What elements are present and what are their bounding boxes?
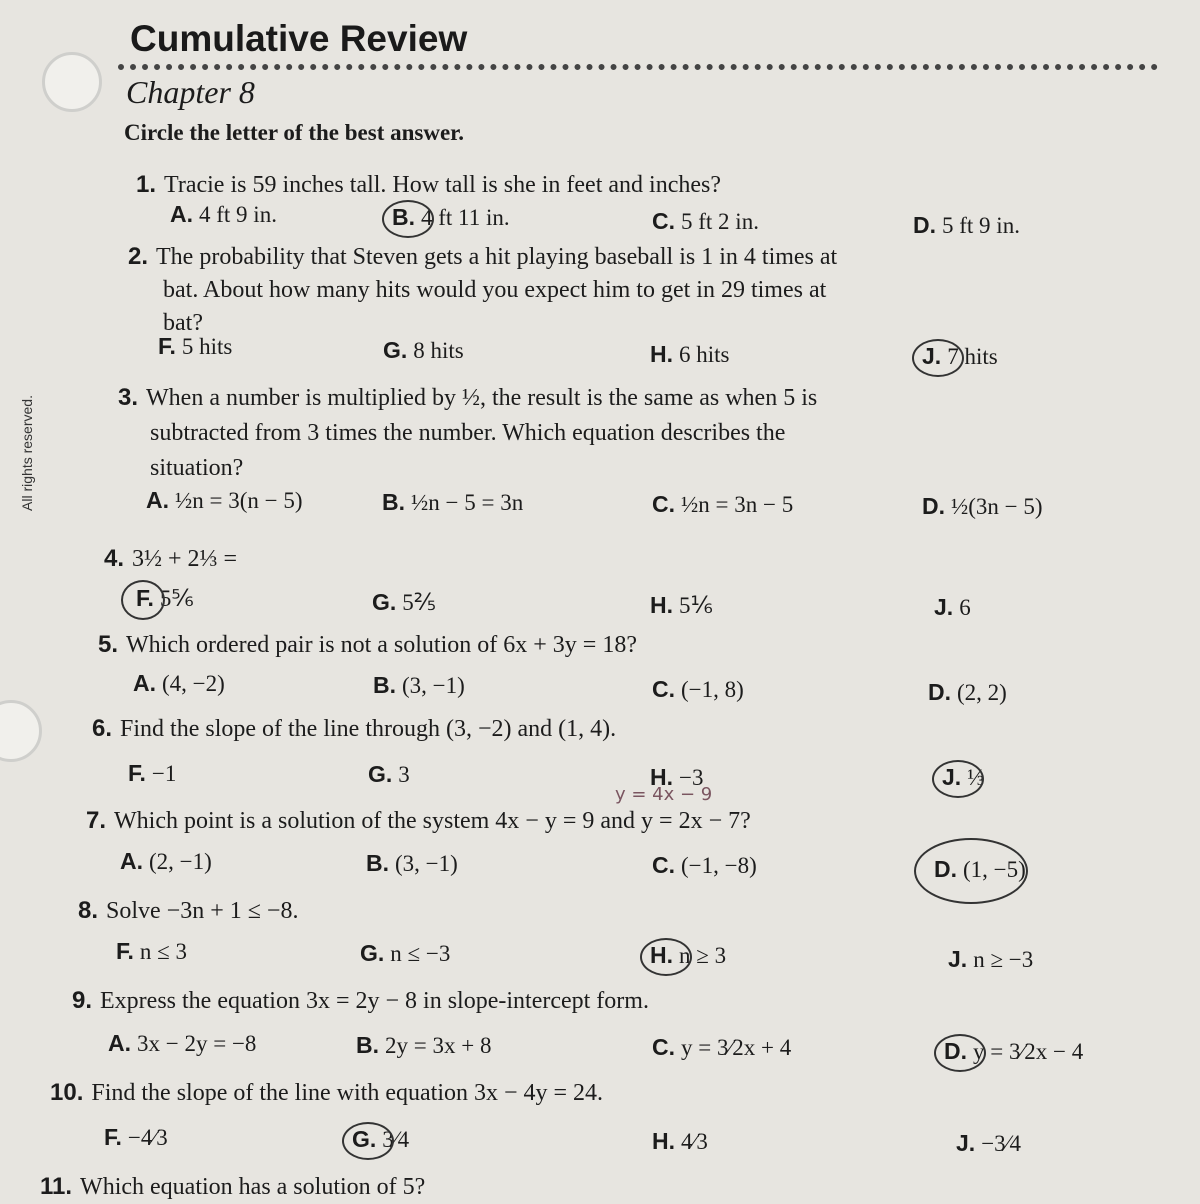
q6-option-h[interactable]: H. −3 [650,764,704,790]
question-text: Tracie is 59 inches tall. How tall is she in feet and inches? [164,172,721,198]
q3-option-d[interactable]: D. ½(3n − 5) [922,493,1043,519]
question-number: 10. [50,1079,84,1106]
punch-hole-top [42,52,102,112]
q10-option-f[interactable]: F. −4⁄3 [104,1124,168,1150]
q7-option-d[interactable]: D. (1, −5) [934,856,1026,882]
q8-option-f[interactable]: F. n ≤ 3 [116,938,188,964]
answer-circle [914,838,1028,904]
handwritten-note: y = 4x − 9 [615,784,713,805]
question-number: 7. [86,807,107,834]
q4-option-g[interactable]: G. 5⅖ [372,589,437,615]
q1-option-d[interactable]: D. 5 ft 9 in. [913,212,1020,238]
answer-circle [121,580,165,620]
q6-option-f[interactable]: F. −1 [128,760,177,786]
question-9: 9. Express the equation 3x = 2y − 8 in slope-intercept form. [72,987,649,1014]
q9-option-a[interactable]: A. 3x − 2y = −8 [108,1030,257,1056]
question-7: 7. Which point is a solution of the system 4x − y = 9 and y = 2x − 7? [86,807,751,834]
question-11: 11. Which equation has a solution of 5? [40,1173,426,1200]
q7-option-c[interactable]: C. (−1, −8) [652,852,757,878]
q9-option-d[interactable]: D. y = 3⁄2x − 4 [944,1038,1084,1064]
question-number: 4. [104,545,125,572]
question-3: 3. When a number is multiplied by ½, the result is the same as when 5 is subtracted from 3 times the number. Which equation describes the situation? [118,384,818,481]
q10-option-h[interactable]: H. 4⁄3 [652,1128,708,1154]
q5-option-c[interactable]: C. (−1, 8) [652,676,744,702]
question-6: 6. Find the slope of the line through (3, −2) and (1, 4). [92,715,617,742]
question-number: 6. [92,715,113,742]
q2-option-f[interactable]: F. 5 hits [158,333,233,359]
page-title: Cumulative Review [130,18,468,59]
q8-option-j[interactable]: J. n ≥ −3 [948,946,1034,972]
question-10: 10. Find the slope of the line with equation 3x − 4y = 24. [50,1079,604,1106]
question-number: 11. [40,1173,73,1200]
q7-option-b[interactable]: B. (3, −1) [366,850,458,876]
q3-option-a[interactable]: A. ½n = 3(n − 5) [146,487,303,513]
question-1 [136,168,721,202]
q4-option-h[interactable]: H. 5⅙ [650,592,713,618]
punch-hole-middle [0,700,42,762]
question-number: 8. [78,897,99,924]
q9-option-b[interactable]: B. 2y = 3x + 8 [356,1032,492,1058]
chapter-label: Chapter 8 [126,74,255,110]
q2-option-g[interactable]: G. 8 hits [383,337,464,363]
q1-option-c[interactable]: C. 5 ft 2 in. [652,208,759,234]
question-number: 9. [72,987,93,1014]
q5-option-b[interactable]: B. (3, −1) [373,672,465,698]
question-number: 3. [118,384,139,411]
q6-option-g[interactable]: G. 3 [368,761,410,787]
copyright-note: All rights reserved. [19,395,35,511]
question-number: 1. [136,171,157,198]
question-8: 8. Solve −3n + 1 ≤ −8. [78,897,299,924]
q3-option-b[interactable]: B. ½n − 5 = 3n [382,489,524,515]
q1-option-a[interactable]: A. 4 ft 9 in. [170,201,277,227]
question-number: 5. [98,631,119,658]
q10-option-g[interactable]: G. 3⁄4 [352,1126,410,1152]
q8-option-g[interactable]: G. n ≤ −3 [360,940,451,966]
question-number: 2. [128,243,149,270]
q3-option-c[interactable]: C. ½n = 3n − 5 [652,491,794,517]
q2-option-h[interactable]: H. 6 hits [650,341,730,367]
question-4: 4. 3½ + 2⅓ = [104,545,238,572]
question-2: 2. The probability that Steven gets a hit playing baseball is 1 in 4 times at bat. About how many hits would you expect him to get in 29 times at bat? [128,243,838,336]
q9-option-c[interactable]: C. y = 3⁄2x + 4 [652,1034,792,1060]
q6-option-j[interactable]: J. ⅓ [942,764,985,790]
dotted-divider [118,64,1158,82]
q1-option-b[interactable]: B. 4 ft 11 in. [392,204,510,230]
q4-option-j[interactable]: J. 6 [934,594,971,620]
q4-option-f[interactable]: F. 5⅚ [136,585,194,611]
question-5: 5. Which ordered pair is not a solution of 6x + 3y = 18? [98,631,637,658]
q5-option-a[interactable]: A. (4, −2) [133,670,225,696]
q5-option-d[interactable]: D. (2, 2) [928,679,1007,705]
q7-option-a[interactable]: A. (2, −1) [120,848,212,874]
q2-option-j[interactable]: J. 7 hits [922,343,998,369]
q10-option-j[interactable]: J. −3⁄4 [956,1130,1021,1156]
instructions: Circle the letter of the best answer. [124,120,465,145]
q8-option-h[interactable]: H. n ≥ 3 [650,942,727,968]
